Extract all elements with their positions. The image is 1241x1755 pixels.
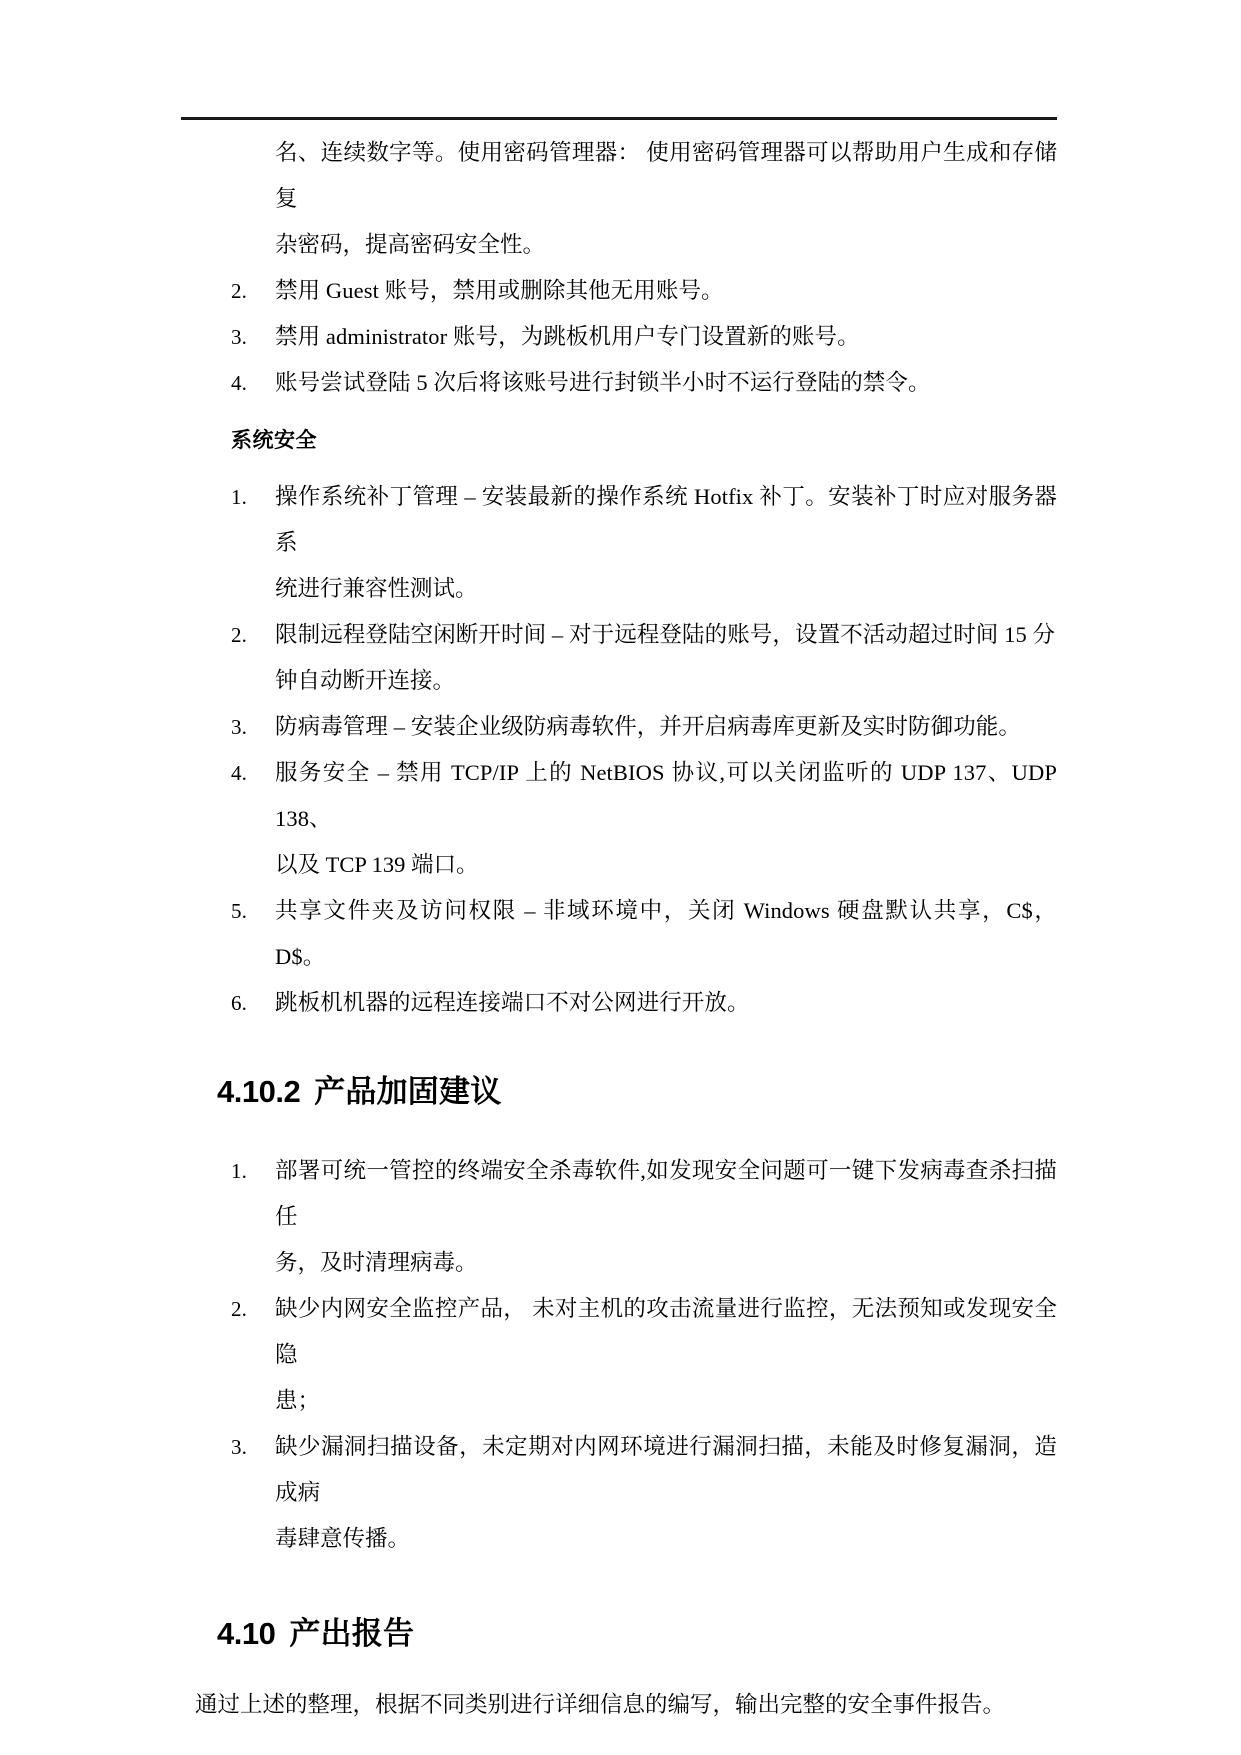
list-item bbox=[181, 1286, 1057, 1378]
list-item-continuation: 毒肆意传播。 bbox=[275, 1526, 411, 1551]
list-item-text: 禁用 Guest 账号，禁用或删除其他无用账号。 bbox=[275, 278, 724, 303]
section-heading-number: 4.10.2 bbox=[217, 1074, 301, 1109]
account-security-list bbox=[181, 268, 1057, 406]
list-item-text: 禁用 administrator 账号，为跳板机用户专门设置新的账号。 bbox=[275, 324, 860, 349]
system-security-list bbox=[181, 474, 1057, 1026]
list-item bbox=[181, 474, 1057, 566]
list-item bbox=[181, 704, 1057, 750]
subsection-heading-system-security: 系统安全 bbox=[231, 429, 317, 452]
output-report-paragraph: 通过上述的整理，根据不同类别进行详细信息的编写，输出完整的安全事件报告。 bbox=[195, 1692, 1006, 1717]
list-item-continuation: 统进行兼容性测试。 bbox=[275, 576, 478, 601]
list-item-number: 3. bbox=[231, 1435, 247, 1459]
list-item-number: 3. bbox=[231, 715, 247, 739]
list-item-number: 4. bbox=[231, 761, 247, 785]
section-heading-output-report bbox=[181, 1612, 1057, 1656]
list-item bbox=[181, 612, 1057, 658]
carryover-line-2: 杂密码，提高密码安全性。 bbox=[275, 232, 546, 257]
list-item-continuation: 钟自动断开连接。 bbox=[275, 668, 456, 693]
list-item bbox=[181, 1424, 1057, 1516]
list-item-text: 缺少内网安全监控产品， 未对主机的攻击流量进行监控，无法预知或发现安全隐 bbox=[275, 1296, 1057, 1367]
list-item-continuation: 务，及时清理病毒。 bbox=[275, 1250, 478, 1275]
list-item-text: 账号尝试登陆 5 次后将该账号进行封锁半小时不运行登陆的禁令。 bbox=[275, 370, 931, 395]
list-item-text: 缺少漏洞扫描设备，未定期对内网环境进行漏洞扫描，未能及时修复漏洞，造成病 bbox=[275, 1434, 1057, 1505]
list-item-text: 部署可统一管控的终端安全杀毒软件,如发现安全问题可一键下发病毒查杀扫描任 bbox=[275, 1158, 1057, 1229]
list-item-text: 跳板机机器的远程连接端口不对公网进行开放。 bbox=[275, 990, 750, 1015]
list-item bbox=[181, 360, 1057, 406]
list-item-number: 3. bbox=[231, 325, 247, 349]
page-content bbox=[181, 130, 1057, 1728]
product-hardening-list bbox=[181, 1148, 1057, 1562]
list-item bbox=[181, 980, 1057, 1026]
section-heading-product-hardening bbox=[181, 1070, 1057, 1114]
header-divider bbox=[181, 117, 1057, 120]
list-item-text: 防病毒管理 – 安装企业级防病毒软件，并开启病毒库更新及实时防御功能。 bbox=[275, 714, 1022, 739]
section-heading-title: 产品加固建议 bbox=[314, 1074, 502, 1109]
list-item-number: 2. bbox=[231, 279, 247, 303]
list-item bbox=[181, 314, 1057, 360]
carryover-line-1: 名、连续数字等。使用密码管理器： 使用密码管理器可以帮助用户生成和存储复 bbox=[275, 140, 1057, 211]
list-item bbox=[181, 1148, 1057, 1240]
section-heading-number: 4.10 bbox=[217, 1616, 276, 1651]
list-item-number: 1. bbox=[231, 1159, 247, 1183]
list-item bbox=[181, 268, 1057, 314]
list-item-continuation: 以及 TCP 139 端口。 bbox=[275, 852, 479, 877]
list-item bbox=[181, 750, 1057, 842]
list-item-number: 1. bbox=[231, 485, 247, 509]
list-item-number: 2. bbox=[231, 623, 247, 647]
list-item-number: 5. bbox=[231, 899, 247, 923]
list-item-continuation: 患； bbox=[275, 1388, 321, 1413]
list-item-text: 操作系统补丁管理 – 安装最新的操作系统 Hotfix 补丁。安装补丁时应对服务器系 bbox=[275, 484, 1057, 555]
list-item-number: 2. bbox=[231, 1297, 247, 1321]
page-header bbox=[181, 60, 1057, 120]
list-item bbox=[181, 888, 1057, 980]
list-item-text: 服务安全 – 禁用 TCP/IP 上的 NetBIOS 协议,可以关闭监听的 UDP 137、UDP 138、 bbox=[275, 760, 1057, 831]
list-item-number: 4. bbox=[231, 371, 247, 395]
list-item-number: 6. bbox=[231, 991, 247, 1015]
section-heading-title: 产出报告 bbox=[289, 1616, 415, 1651]
list-item-text: 共享文件夹及访问权限 – 非域环境中，关闭 Windows 硬盘默认共享，C$，D$。 bbox=[275, 898, 1057, 969]
list-item-text: 限制远程登陆空闲断开时间 – 对于远程登陆的账号，设置不活动超过时间 15 分 bbox=[275, 622, 1056, 647]
